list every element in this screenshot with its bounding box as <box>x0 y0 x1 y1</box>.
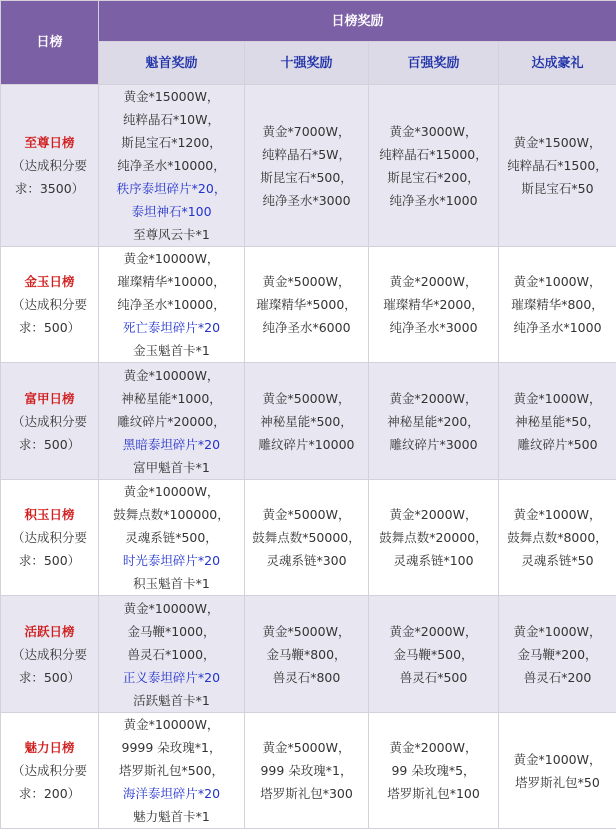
reward-item: 兽灵石*500 <box>369 666 498 689</box>
header-rewards: 日榜奖励 <box>99 1 616 42</box>
reward-item: 海洋泰坦碎片*20 <box>99 782 244 805</box>
reward-item: 斯昆宝石*1200， <box>99 131 244 154</box>
reward-item: 金马鞭*800， <box>245 643 368 666</box>
reward-cell-achieve <box>499 247 616 363</box>
reward-item: 灵魂系链*100 <box>369 549 498 572</box>
header-row <box>1 1 616 42</box>
reward-item: 黄金*2000W， <box>369 387 498 410</box>
reward-item: 金马鞭*500， <box>369 643 498 666</box>
reward-item: 黄金*15000W， <box>99 85 244 108</box>
reward-item: 黄金*1000W， <box>499 748 616 771</box>
reward-item: 泰坦神石*100 <box>99 200 244 223</box>
reward-item: 神秘星能*50， <box>499 410 616 433</box>
reward-item: 黄金*5000W， <box>245 270 368 293</box>
reward-item: 璀璨精华*10000， <box>99 270 244 293</box>
rank-requirement: 求：500） <box>1 666 98 689</box>
reward-item: 斯昆宝石*50 <box>499 177 616 200</box>
reward-cell-top100 <box>369 85 499 247</box>
reward-item: 鼓舞点数*100000， <box>99 503 244 526</box>
reward-cell-top100 <box>369 247 499 363</box>
reward-item: 黄金*1000W， <box>499 503 616 526</box>
reward-item: 黄金*2000W， <box>369 503 498 526</box>
reward-item: 魅力魁首卡*1 <box>99 805 244 828</box>
reward-item: 富甲魁首卡*1 <box>99 456 244 479</box>
rank-cell <box>1 713 99 829</box>
reward-item: 黄金*10000W， <box>99 247 244 270</box>
reward-item: 鼓舞点数*50000， <box>245 526 368 549</box>
reward-item: 神秘星能*200， <box>369 410 498 433</box>
reward-item: 纯净圣水*10000， <box>99 293 244 316</box>
reward-item: 雕纹碎片*3000 <box>369 433 498 456</box>
rank-requirement: 求：500） <box>1 316 98 339</box>
reward-item: 黄金*5000W， <box>245 387 368 410</box>
reward-cell-first <box>99 363 245 480</box>
reward-item: 斯昆宝石*500， <box>245 166 368 189</box>
reward-item: 神秘星能*500， <box>245 410 368 433</box>
reward-item: 纯净圣水*3000 <box>245 189 368 212</box>
reward-item: 纯净圣水*10000， <box>99 154 244 177</box>
reward-cell-top100 <box>369 596 499 713</box>
subheader-top10: 十强奖励 <box>245 42 369 85</box>
subheader-top100: 百强奖励 <box>369 42 499 85</box>
reward-item: 黄金*1000W， <box>499 270 616 293</box>
reward-item: 塔罗斯礼包*300 <box>245 782 368 805</box>
table-row <box>1 596 616 713</box>
reward-item: 黄金*2000W， <box>369 270 498 293</box>
table-row <box>1 713 616 829</box>
rank-name: 活跃日榜 <box>1 620 98 643</box>
reward-item: 黄金*7000W， <box>245 120 368 143</box>
rank-requirement: （达成积分要 <box>1 759 98 782</box>
reward-item: 璀璨精华*800， <box>499 293 616 316</box>
reward-cell-top10 <box>245 363 369 480</box>
rank-requirement: （达成积分要 <box>1 410 98 433</box>
reward-item: 黄金*1000W， <box>499 620 616 643</box>
reward-item: 塔罗斯礼包*500， <box>99 759 244 782</box>
reward-item: 纯净圣水*1000 <box>369 189 498 212</box>
reward-cell-achieve <box>499 596 616 713</box>
table-row <box>1 247 616 363</box>
reward-item: 纯粹晶石*1500， <box>499 154 616 177</box>
reward-cell-achieve <box>499 363 616 480</box>
reward-item: 纯净圣水*1000 <box>499 316 616 339</box>
rank-name: 魅力日榜 <box>1 736 98 759</box>
reward-item: 金玉魁首卡*1 <box>99 339 244 362</box>
reward-cell-top10 <box>245 596 369 713</box>
reward-item: 金马鞭*1000， <box>99 620 244 643</box>
reward-item: 兽灵石*1000， <box>99 643 244 666</box>
rank-cell <box>1 480 99 596</box>
reward-item: 灵魂系链*50 <box>499 549 616 572</box>
reward-item: 黄金*1500W， <box>499 131 616 154</box>
rank-requirement: 求：500） <box>1 433 98 456</box>
reward-item: 兽灵石*800 <box>245 666 368 689</box>
reward-item: 鼓舞点数*8000， <box>499 526 616 549</box>
reward-item: 纯粹晶石*5W， <box>245 143 368 166</box>
reward-cell-first <box>99 596 245 713</box>
reward-item: 黄金*3000W， <box>369 120 498 143</box>
reward-item: 灵魂系链*500， <box>99 526 244 549</box>
table-row <box>1 480 616 596</box>
reward-item: 神秘星能*1000， <box>99 387 244 410</box>
header-rank: 日榜 <box>1 1 99 85</box>
reward-item: 雕纹碎片*500 <box>499 433 616 456</box>
reward-item: 9999 朵玫瑰*1， <box>99 736 244 759</box>
reward-cell-top10 <box>245 247 369 363</box>
reward-item: 黄金*5000W， <box>245 620 368 643</box>
subheader-achieve: 达成豪礼 <box>499 42 616 85</box>
reward-cell-top100 <box>369 713 499 829</box>
reward-item: 正义泰坦碎片*20 <box>99 666 244 689</box>
reward-item: 雕纹碎片*20000， <box>99 410 244 433</box>
reward-item: 时光泰坦碎片*20 <box>99 549 244 572</box>
reward-item: 黄金*2000W， <box>369 620 498 643</box>
reward-cell-first <box>99 85 245 247</box>
reward-item: 黄金*5000W， <box>245 503 368 526</box>
reward-item: 黄金*10000W， <box>99 364 244 387</box>
rank-name: 积玉日榜 <box>1 503 98 526</box>
reward-item: 黄金*10000W， <box>99 480 244 503</box>
reward-item: 至尊风云卡*1 <box>99 223 244 246</box>
reward-item: 璀璨精华*2000， <box>369 293 498 316</box>
reward-item: 纯净圣水*6000 <box>245 316 368 339</box>
reward-item: 黄金*10000W， <box>99 713 244 736</box>
reward-item: 雕纹碎片*10000 <box>245 433 368 456</box>
rank-requirement: 求：500） <box>1 549 98 572</box>
reward-item: 活跃魁首卡*1 <box>99 689 244 712</box>
reward-item: 塔罗斯礼包*50 <box>499 771 616 794</box>
rank-name: 至尊日榜 <box>1 131 98 154</box>
rank-cell <box>1 596 99 713</box>
rank-requirement: 求：200） <box>1 782 98 805</box>
reward-cell-first <box>99 713 245 829</box>
rank-cell <box>1 85 99 247</box>
reward-item: 死亡泰坦碎片*20 <box>99 316 244 339</box>
rank-requirement: （达成积分要 <box>1 526 98 549</box>
reward-cell-top100 <box>369 480 499 596</box>
rank-cell <box>1 363 99 480</box>
reward-cell-first <box>99 480 245 596</box>
reward-cell-top10 <box>245 85 369 247</box>
rank-name: 金玉日榜 <box>1 270 98 293</box>
reward-cell-achieve <box>499 713 616 829</box>
reward-item: 黑暗泰坦碎片*20 <box>99 433 244 456</box>
reward-item: 灵魂系链*300 <box>245 549 368 572</box>
reward-item: 积玉魁首卡*1 <box>99 572 244 595</box>
table-row <box>1 85 616 247</box>
reward-item: 黄金*5000W， <box>245 736 368 759</box>
table-row <box>1 363 616 480</box>
reward-cell-achieve <box>499 85 616 247</box>
reward-cell-top10 <box>245 480 369 596</box>
rank-requirement: （达成积分要 <box>1 154 98 177</box>
reward-cell-first <box>99 247 245 363</box>
reward-item: 兽灵石*200 <box>499 666 616 689</box>
reward-item: 黄金*2000W， <box>369 736 498 759</box>
reward-item: 斯昆宝石*200， <box>369 166 498 189</box>
reward-cell-top100 <box>369 363 499 480</box>
reward-item: 纯粹晶石*10W， <box>99 108 244 131</box>
reward-item: 秩序泰坦碎片*20， <box>99 177 244 200</box>
rank-cell <box>1 247 99 363</box>
reward-item: 黄金*1000W， <box>499 387 616 410</box>
rank-requirement: （达成积分要 <box>1 293 98 316</box>
reward-item: 塔罗斯礼包*100 <box>369 782 498 805</box>
reward-item: 999 朵玫瑰*1， <box>245 759 368 782</box>
reward-item: 纯净圣水*3000 <box>369 316 498 339</box>
reward-item: 璀璨精华*5000， <box>245 293 368 316</box>
rank-requirement: （达成积分要 <box>1 643 98 666</box>
reward-item: 99 朵玫瑰*5， <box>369 759 498 782</box>
reward-item: 纯粹晶石*15000， <box>369 143 498 166</box>
reward-item: 金马鞭*200， <box>499 643 616 666</box>
reward-cell-achieve <box>499 480 616 596</box>
rank-name: 富甲日榜 <box>1 387 98 410</box>
reward-item: 黄金*10000W， <box>99 597 244 620</box>
rank-requirement: 求：3500） <box>1 177 98 200</box>
subheader-first: 魁首奖励 <box>99 42 245 85</box>
reward-item: 鼓舞点数*20000， <box>369 526 498 549</box>
reward-cell-top10 <box>245 713 369 829</box>
